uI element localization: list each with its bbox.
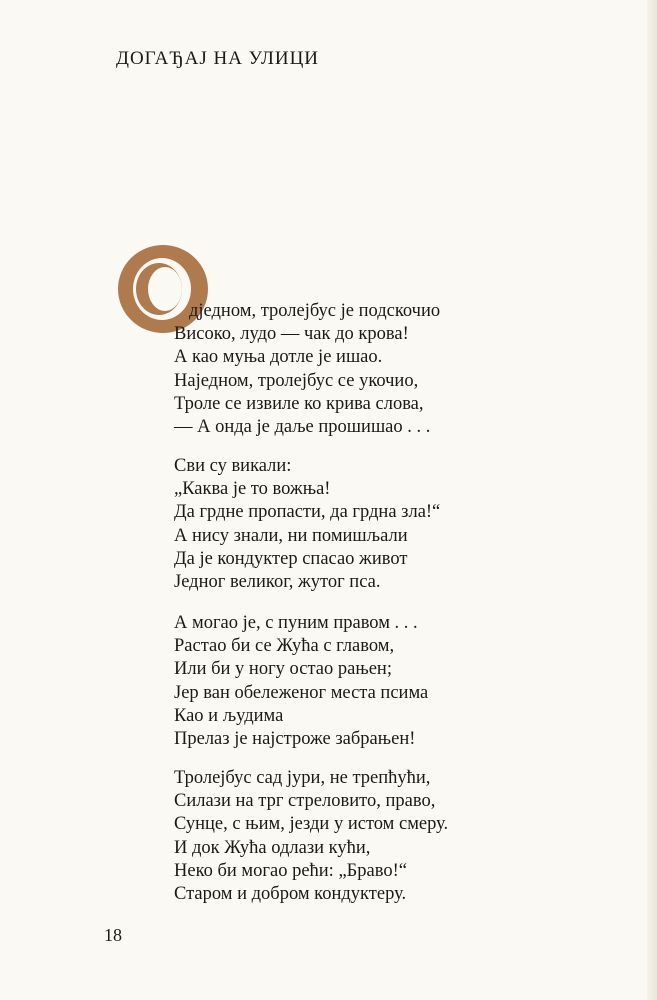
verse-line: Старом и добром кондуктеру. (174, 883, 407, 904)
verse-line: Троле се извиле ко крива слова, (174, 393, 424, 414)
verse-line: Растао би се Жућа с главом, (174, 636, 395, 657)
verse-line: „Каква је то вожња! (174, 479, 331, 500)
verse-line: Јер ван обележеног места псима (174, 682, 429, 703)
stanza-2 (174, 455, 440, 594)
verse-line: Да је кондуктер спасао живот (174, 548, 408, 569)
verse-line: Да грдне пропасти, да грдна зла!“ (174, 502, 441, 523)
verse-line: Једног великог, жутог пса. (174, 571, 381, 592)
verse-line: А могао је, с пуним правом . . . (174, 613, 418, 633)
verse-line: дједном, тролејбус је подскочио (189, 301, 441, 321)
stanza-3 (174, 612, 428, 751)
page-edge (647, 0, 657, 1000)
verse-line: И док Жућа одлази кући, (174, 837, 371, 858)
verse-line: — А онда је даље прошишао . . . (174, 416, 431, 437)
page-number: 18 (104, 925, 122, 945)
verse-line: Прелаз је најстроже забрањен! (174, 728, 416, 749)
verse-line: Наједном, тролејбус се укочио, (174, 370, 419, 391)
verse-line: Тролејбус сад јури, не трепћући, (174, 768, 431, 788)
poem-title: ДОГАЂАЈ НА УЛИЦИ (116, 48, 320, 69)
verse-line: Или би у ногу остао рањен; (174, 659, 392, 680)
verse-line: Високо, лудо — чак до крова! (174, 324, 409, 345)
verse-line: Као и људима (174, 705, 284, 726)
verse-line: А нису знали, ни помишљали (174, 525, 408, 546)
verse-line: А као муња дотле је ишао. (174, 347, 383, 368)
verse-line: Сунце, с њим, језди у истом смеру. (174, 814, 449, 835)
verse-line: Неко би могао рећи: „Браво!“ (174, 860, 407, 881)
stanza-1 (174, 300, 440, 439)
verse-line: Сви су викали: (174, 456, 292, 476)
stanza-4 (174, 767, 448, 906)
verse-line: Силази на трг стреловито, право, (174, 791, 436, 812)
